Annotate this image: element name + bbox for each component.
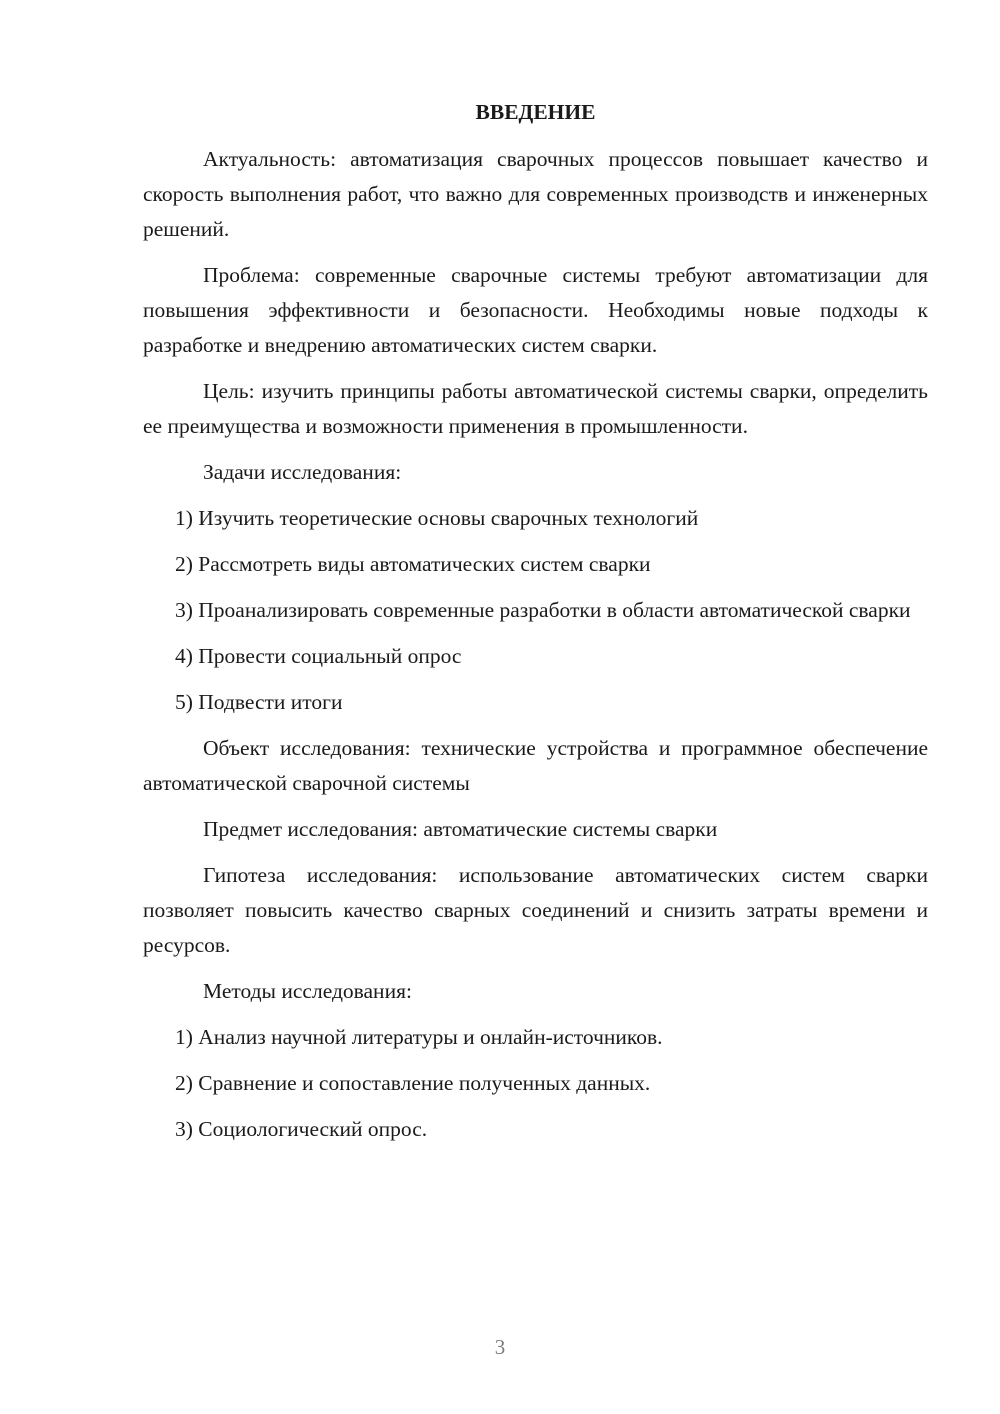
subject-paragraph: Предмет исследования: автоматические системы сварки	[203, 817, 718, 841]
method-item: 1) Анализ научной литературы и онлайн-источников.	[175, 1025, 663, 1049]
relevance-paragraph: Актуальность: автоматизация сварочных процессов повышает качество и скорость выполнения работ, что важно для современных производств и инженерных решений.	[143, 147, 928, 241]
task-item: 3) Проанализировать современные разработки в области автоматической сварки	[175, 598, 911, 622]
tasks-heading: Задачи исследования:	[203, 460, 402, 484]
task-item: 1) Изучить теоретические основы сварочных технологий	[175, 506, 699, 530]
method-item: 2) Сравнение и сопоставление полученных данных.	[175, 1071, 651, 1095]
task-item: 2) Рассмотреть виды автоматических систем сварки	[175, 552, 651, 576]
method-item: 3) Социологический опрос.	[175, 1117, 428, 1141]
methods-heading: Методы исследования:	[203, 979, 412, 1003]
document-page	[143, 95, 928, 1158]
object-paragraph: Объект исследования: технические устройства и программное обеспечение автоматической сварочной системы	[143, 736, 928, 795]
goal-paragraph: Цель: изучить принципы работы автоматической системы сварки, определить ее преимущества и возможности применения в промышленности.	[143, 379, 928, 438]
hypothesis-paragraph: Гипотеза исследования: использование автоматических систем сварки позволяет повысить качество сварных соединений и снизить затраты времени и ресурсов.	[143, 863, 928, 957]
task-item: 5) Подвести итоги	[175, 690, 343, 714]
section-title: ВВЕДЕНИЕ	[475, 100, 596, 124]
page-number: 3	[494, 1335, 506, 1359]
problem-paragraph: Проблема: современные сварочные системы требуют автоматизации для повышения эффективности и безопасности. Необходимы новые подходы к разработке и внедрению автоматических систем сварки.	[143, 263, 928, 357]
task-item: 4) Провести социальный опрос	[175, 644, 462, 668]
